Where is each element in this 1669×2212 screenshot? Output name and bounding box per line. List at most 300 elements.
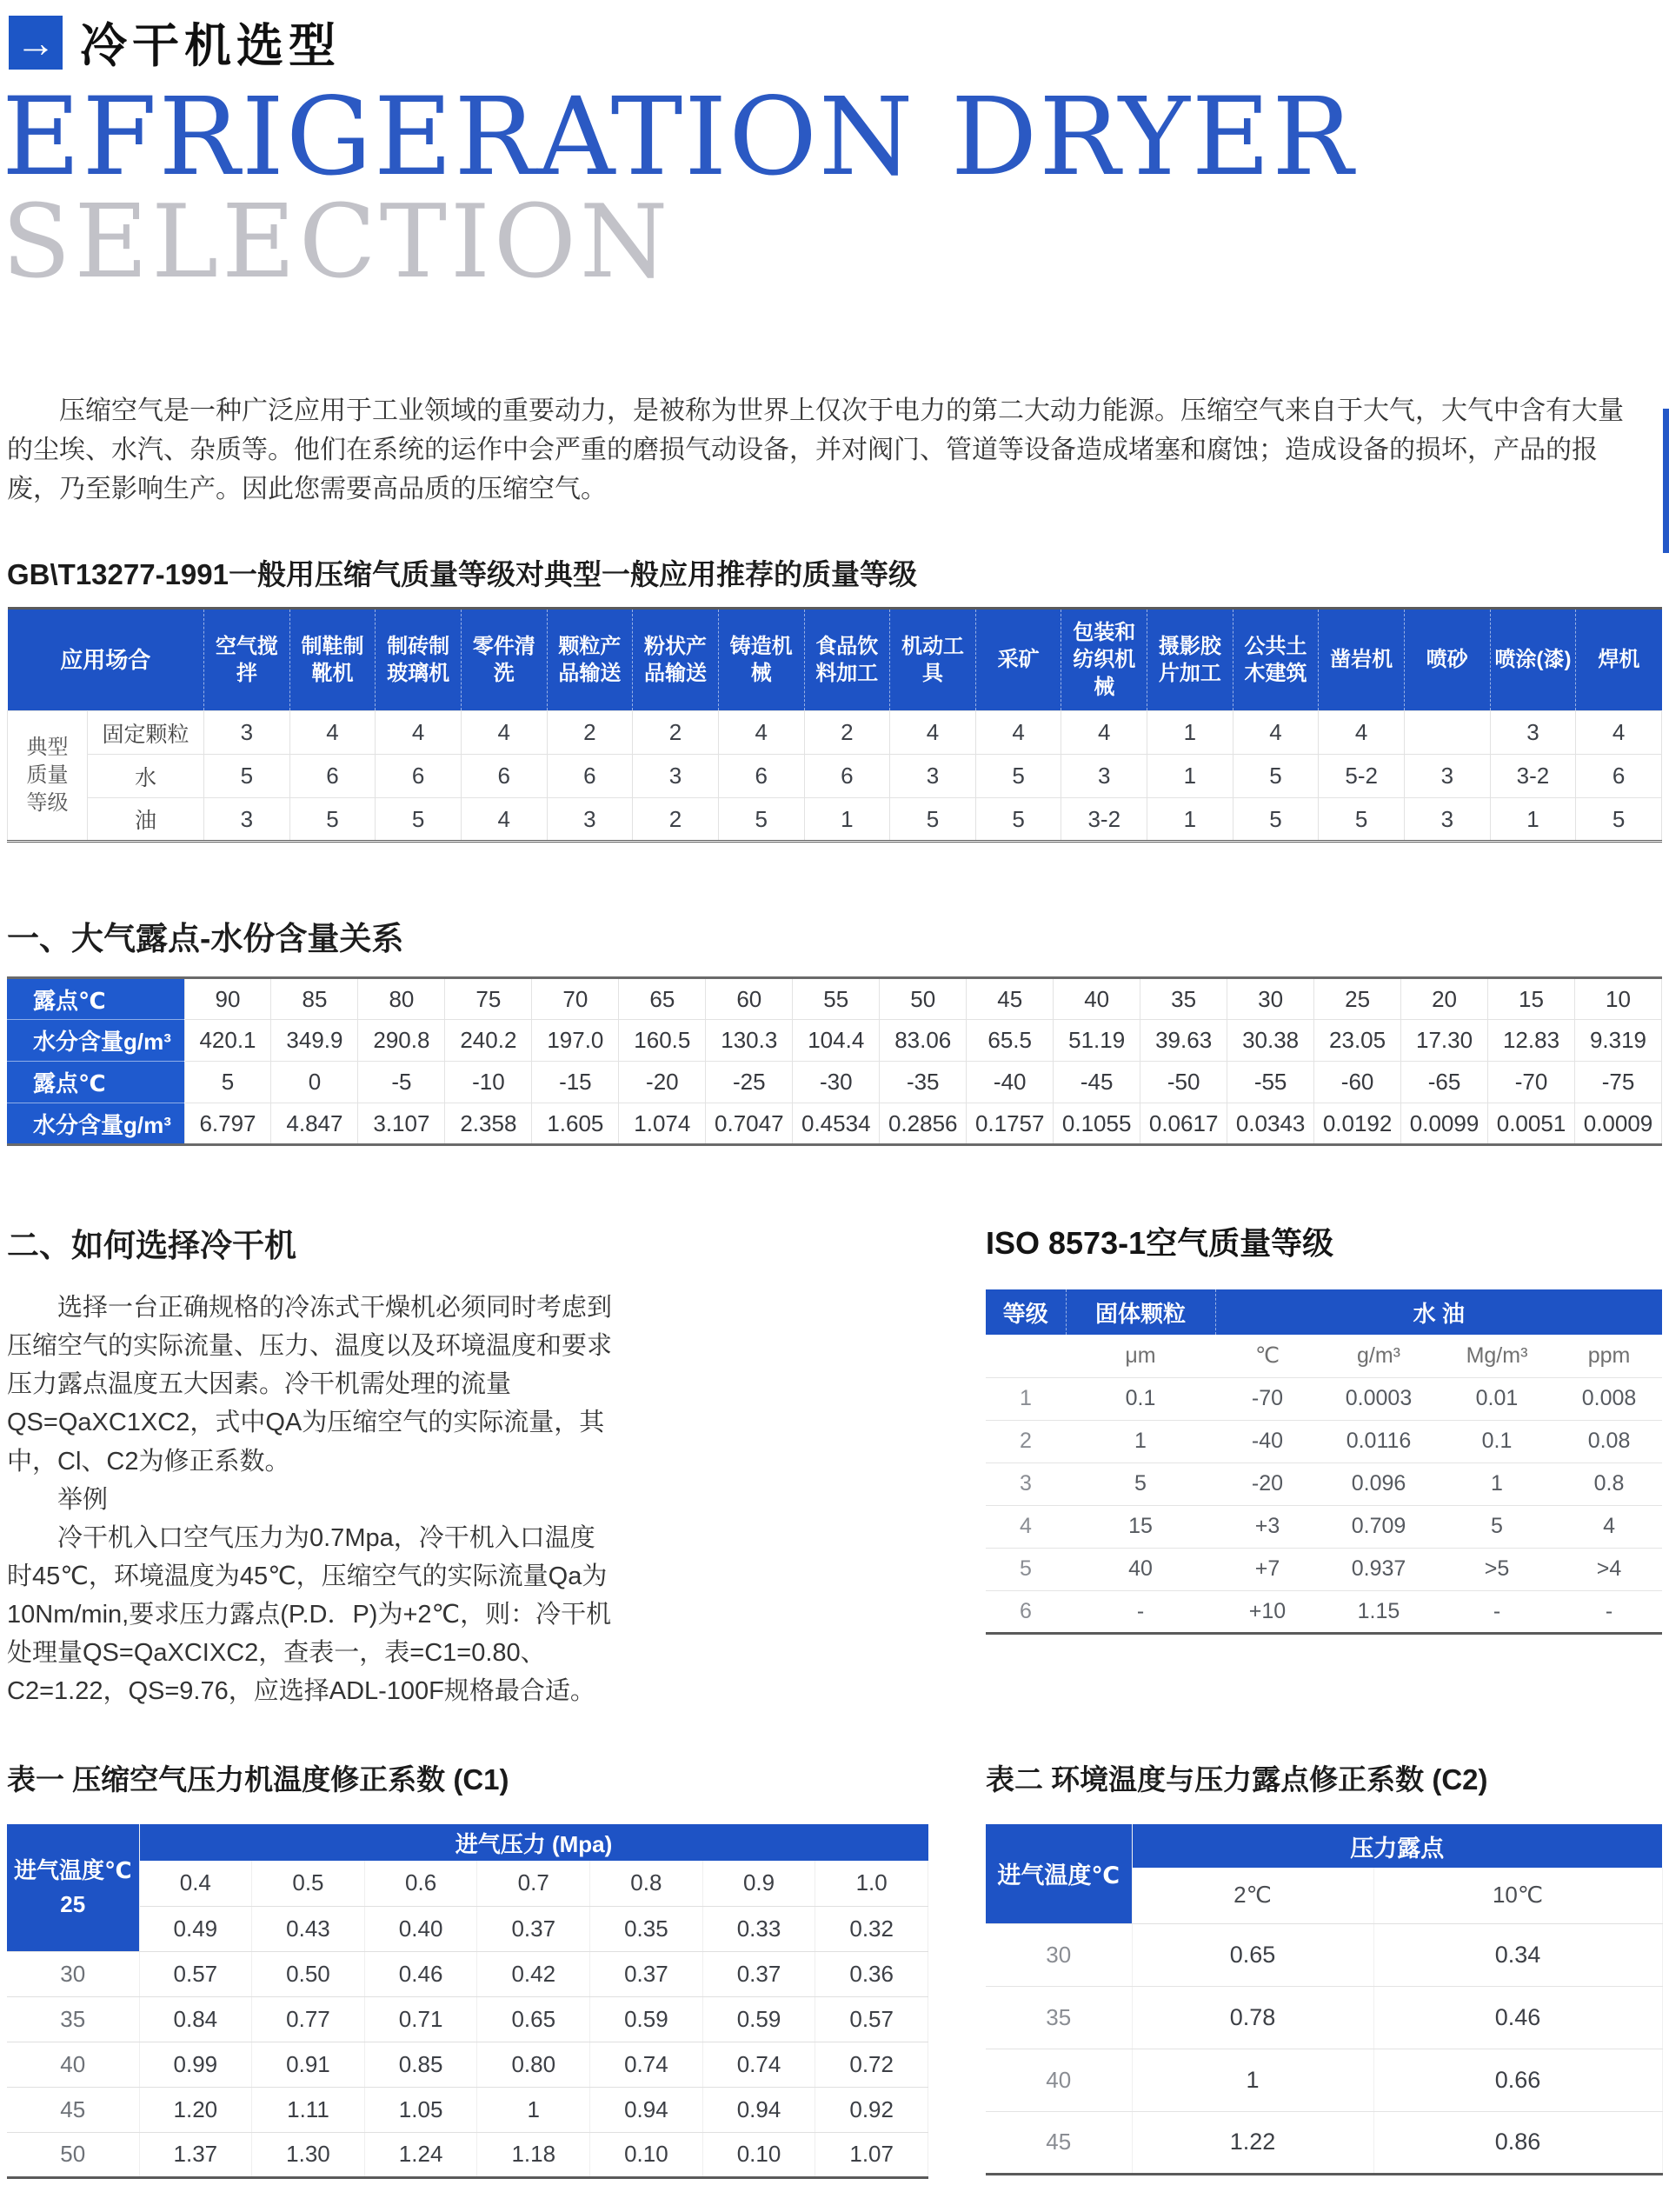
- dew-value-cell: 39.63: [1140, 1020, 1227, 1062]
- iso-value-cell: 40: [1066, 1548, 1215, 1590]
- c2-value-cell: 1: [1132, 2049, 1373, 2111]
- dew-value-cell: -20: [619, 1062, 706, 1103]
- dew-value-cell: 349.9: [271, 1020, 358, 1062]
- gb-value-cell: 3: [1404, 755, 1490, 798]
- gb-value-cell: 6: [376, 755, 462, 798]
- gb-value-cell: 5: [1233, 755, 1319, 798]
- iso-header-row: [986, 1289, 1662, 1335]
- iso-data-row: [986, 1505, 1662, 1548]
- gb-value-cell: 2: [633, 798, 719, 842]
- gb-value-cell: 6: [1576, 755, 1662, 798]
- dew-value-cell: 51.19: [1054, 1020, 1140, 1062]
- gb-column-header: 食品饮料加工: [804, 609, 890, 711]
- c2-data-row: [986, 2111, 1662, 2174]
- iso-unit-cell: Mg/m³: [1438, 1335, 1556, 1377]
- gb-row-label: 油: [88, 798, 204, 842]
- c1-value-cell: 0.91: [252, 2042, 365, 2087]
- iso-value-cell: 1.15: [1320, 1590, 1438, 1633]
- dew-value-cell: -50: [1140, 1062, 1227, 1103]
- c1-value-cell: 1.30: [252, 2132, 365, 2177]
- c1-value-cell: 0.94: [590, 2087, 703, 2132]
- c1-data-row: [7, 2042, 928, 2087]
- dew-value-cell: -65: [1401, 1062, 1488, 1103]
- iso-grade-cell: 6: [986, 1590, 1066, 1633]
- gb-column-header: 制砖制玻璃机: [376, 609, 462, 711]
- how-to-select-column: [7, 1219, 615, 1710]
- dew-value-cell: 104.4: [793, 1020, 880, 1062]
- iso-value-cell: -70: [1215, 1377, 1320, 1420]
- iso-value-cell: 0.08: [1556, 1420, 1662, 1462]
- dew-value-cell: 197.0: [532, 1020, 619, 1062]
- iso-table-title: ISO 8573-1空气质量等级: [986, 1225, 1334, 1262]
- c2-value-cell: 1.22: [1132, 2111, 1373, 2174]
- dew-value-cell: 5: [184, 1062, 271, 1103]
- gb-value-cell: 4: [1233, 711, 1319, 755]
- c1-pressure-header-cell: 0.7: [477, 1861, 590, 1906]
- iso-value-cell: -: [1438, 1590, 1556, 1633]
- dew-value-cell: 420.1: [184, 1020, 271, 1062]
- dew-value-cell: 1.074: [619, 1103, 706, 1145]
- section1-title: 一、大气露点-水份含量关系: [7, 921, 404, 957]
- c1-row-label: 40: [7, 2042, 139, 2087]
- gb-value-cell: 5-2: [1319, 755, 1405, 798]
- dew-data-row: [7, 978, 1662, 1020]
- dew-value-cell: 0.0343: [1227, 1103, 1314, 1145]
- gb-column-header: 空气搅拌: [204, 609, 290, 711]
- iso-grade-cell: 5: [986, 1548, 1066, 1590]
- dew-value-cell: 0.7047: [706, 1103, 793, 1145]
- c2-table-title: 表二 环境温度与压力露点修正系数 (C2): [986, 1763, 1488, 1796]
- c1-value-cell: 0.85: [364, 2042, 477, 2087]
- dew-value-cell: 55: [793, 978, 880, 1020]
- c1-pressure-header-cell: 0.8: [590, 1861, 703, 1906]
- iso-value-cell: -40: [1215, 1420, 1320, 1462]
- gb-column-header: 铸造机械: [718, 609, 804, 711]
- c1-value-cell: 0.77: [252, 1996, 365, 2042]
- dew-value-cell: 240.2: [445, 1020, 532, 1062]
- dew-value-cell: 130.3: [706, 1020, 793, 1062]
- dew-value-cell: -40: [967, 1062, 1054, 1103]
- dew-value-cell: 70: [532, 978, 619, 1020]
- gb-value-cell: 5: [1233, 798, 1319, 842]
- dew-value-cell: -75: [1575, 1062, 1662, 1103]
- dew-value-cell: 30: [1227, 978, 1314, 1020]
- c2-table-body: [986, 1923, 1662, 2174]
- iso-data-row: [986, 1420, 1662, 1462]
- c1-corner-line2: 25: [60, 1890, 86, 1917]
- c1-value-cell: 0.32: [815, 1906, 928, 1951]
- dew-value-cell: 0.1757: [967, 1103, 1054, 1145]
- bottom-two-column-area: [7, 1757, 1662, 2179]
- dew-value-cell: 3.107: [358, 1103, 445, 1145]
- dew-value-cell: 12.83: [1488, 1020, 1575, 1062]
- dew-value-cell: 20: [1401, 978, 1488, 1020]
- c2-data-row: [986, 1923, 1662, 1986]
- dew-value-cell: -45: [1054, 1062, 1140, 1103]
- c1-row-label: 35: [7, 1996, 139, 2042]
- gb-table-title: GB\T13277-1991一般用压缩气质量等级对典型一般应用推荐的质量等级: [7, 558, 917, 591]
- iso-unit-cell: ℃: [1215, 1335, 1320, 1377]
- dew-value-cell: 290.8: [358, 1020, 445, 1062]
- iso-value-cell: 5: [1438, 1505, 1556, 1548]
- c1-pressure-header-cell: 0.6: [364, 1861, 477, 1906]
- iso-value-cell: 0.709: [1320, 1505, 1438, 1548]
- c1-value-cell: 0.42: [477, 1951, 590, 1996]
- gb-column-header: 包装和纺织机械: [1061, 609, 1147, 711]
- c1-value-cell: 1.24: [364, 2132, 477, 2177]
- dew-value-cell: 0.4534: [793, 1103, 880, 1145]
- c1-table-title: 表一 压缩空气压力机温度修正系数 (C1): [7, 1763, 509, 1796]
- iso-value-cell: +10: [1215, 1590, 1320, 1633]
- dew-value-cell: 10: [1575, 978, 1662, 1020]
- c1-value-cell: 0.37: [477, 1906, 590, 1951]
- gb-data-row: [8, 711, 1662, 755]
- gb-row-group-label: 典型质量等级: [8, 711, 88, 842]
- c1-value-cell: 1: [477, 2087, 590, 2132]
- c1-row-label: 50: [7, 2132, 139, 2177]
- c1-data-row: [7, 1996, 928, 2042]
- dew-data-row: [7, 1062, 1662, 1103]
- gb-value-cell: 3: [890, 755, 976, 798]
- how-to-select-text: [7, 1289, 615, 1710]
- iso-grade-cell: 1: [986, 1377, 1066, 1420]
- c2-value-cell: 0.65: [1132, 1923, 1373, 1986]
- iso-grade-cell: 2: [986, 1420, 1066, 1462]
- dew-value-cell: 83.06: [880, 1020, 967, 1062]
- dew-data-row: [7, 1103, 1662, 1145]
- c2-row-label: 30: [986, 1923, 1132, 1986]
- iso-value-cell: 1: [1438, 1462, 1556, 1505]
- gb-value-cell: 3: [633, 755, 719, 798]
- dew-value-cell: 0.1055: [1054, 1103, 1140, 1145]
- gb-value-cell: 6: [547, 755, 633, 798]
- dew-value-cell: 0: [271, 1062, 358, 1103]
- c1-column: [7, 1757, 928, 2179]
- gb-value-cell: 1: [804, 798, 890, 842]
- gb-column-header: 零件清洗: [461, 609, 547, 711]
- dew-value-cell: 17.30: [1401, 1020, 1488, 1062]
- gb-value-cell: 5: [1319, 798, 1405, 842]
- iso-header-water-oil: 水 油: [1215, 1289, 1662, 1335]
- dew-value-cell: -35: [880, 1062, 967, 1103]
- dew-value-cell: 23.05: [1314, 1020, 1401, 1062]
- c1-value-cell: 0.84: [139, 1996, 252, 2042]
- arrow-glyph: →: [16, 19, 56, 65]
- dew-value-cell: 30.38: [1227, 1020, 1314, 1062]
- dew-value-cell: 0.0617: [1140, 1103, 1227, 1145]
- dew-value-cell: 0.0099: [1401, 1103, 1488, 1145]
- iso-unit-blank-cell: [986, 1335, 1066, 1377]
- c1-value-cell: 0.71: [364, 1996, 477, 2042]
- c1-pressure-header-cell: 1.0: [815, 1861, 928, 1906]
- dew-value-cell: -5: [358, 1062, 445, 1103]
- iso-value-cell: 15: [1066, 1505, 1215, 1548]
- gb-value-cell: 4: [289, 711, 376, 755]
- gb-value-cell: 5: [1576, 798, 1662, 842]
- c1-corner-line1: 进气温度℃: [14, 1856, 132, 1883]
- iso-units-row: [986, 1335, 1662, 1377]
- c1-value-cell: 1.18: [477, 2132, 590, 2177]
- dew-value-cell: 15: [1488, 978, 1575, 1020]
- gb-value-cell: 6: [289, 755, 376, 798]
- iso-unit-cell: μm: [1066, 1335, 1215, 1377]
- gb-column-header: 凿岩机: [1319, 609, 1405, 711]
- middle-two-column-area: [7, 1219, 1662, 1710]
- gb-value-cell: 1: [1147, 755, 1233, 798]
- gb-value-cell: 5: [718, 798, 804, 842]
- c2-data-row: [986, 1986, 1662, 2049]
- iso-value-cell: 5: [1066, 1462, 1215, 1505]
- c1-data-row: [7, 2087, 928, 2132]
- gb-column-header: 公共土木建筑: [1233, 609, 1319, 711]
- c1-corner-cell: [7, 1824, 139, 1951]
- dew-value-cell: 0.2856: [880, 1103, 967, 1145]
- gb-table-body: [8, 711, 1662, 842]
- gb-column-header: 焊机: [1576, 609, 1662, 711]
- c1-value-cell: 0.37: [590, 1951, 703, 1996]
- iso-value-cell: 0.0003: [1320, 1377, 1438, 1420]
- dew-value-cell: 50: [880, 978, 967, 1020]
- c2-correction-table: [986, 1824, 1663, 2175]
- gb-value-cell: 3-2: [1061, 798, 1147, 842]
- c1-pressure-header-cell: 0.9: [702, 1861, 815, 1906]
- c1-value-cell: 0.35: [590, 1906, 703, 1951]
- dew-row-label: 露点℃: [7, 978, 184, 1020]
- how-to-paragraph-3: 冷干机入口空气压力为0.7Mpa，冷干机入口温度时45℃，环境温度为45℃，压缩空气的实际流量Qa为10Nm/min,要求压力露点(P.D．P)为+2℃，则：冷干机处理量QS=QaXCIXC2，查表一，表=C1=0.80、C2=1.22，QS=9.76，应选择ADL-100F规格最合适。: [7, 1523, 612, 1705]
- gb-value-cell: 4: [1319, 711, 1405, 755]
- c2-value-cell: 0.78: [1132, 1986, 1373, 2049]
- iso-value-cell: 0.1: [1438, 1420, 1556, 1462]
- gb-column-header: 摄影胶片加工: [1147, 609, 1233, 711]
- dew-value-cell: 75: [445, 978, 532, 1020]
- c1-value-cell: 0.65: [477, 1996, 590, 2042]
- c2-row-label: 40: [986, 2049, 1132, 2111]
- dew-value-cell: 1.605: [532, 1103, 619, 1145]
- title-english-line1: EFRIGERATION DRYER: [2, 75, 1355, 200]
- c1-value-cell: 0.49: [139, 1906, 252, 1951]
- iso-grade-cell: 3: [986, 1462, 1066, 1505]
- iso-value-cell: >4: [1556, 1548, 1662, 1590]
- dew-value-cell: -70: [1488, 1062, 1575, 1103]
- c1-value-cell: 0.74: [702, 2042, 815, 2087]
- c2-value-cell: 0.86: [1373, 2111, 1662, 2174]
- gb-quality-table: [7, 607, 1662, 843]
- dew-value-cell: 65.5: [967, 1020, 1054, 1062]
- c2-column-header-cell: 2℃: [1132, 1868, 1373, 1923]
- c2-corner-cell: 进气温度℃: [986, 1824, 1132, 1923]
- iso-column: [986, 1219, 1662, 1710]
- gb-value-cell: 3: [1404, 798, 1490, 842]
- c1-value-cell: 0.37: [702, 1951, 815, 1996]
- c1-data-row: [7, 2132, 928, 2177]
- gb-value-cell: 3: [204, 798, 290, 842]
- iso-unit-cell: ppm: [1556, 1335, 1662, 1377]
- dew-point-table: [7, 976, 1662, 1146]
- dew-value-cell: -15: [532, 1062, 619, 1103]
- iso-data-row: [986, 1548, 1662, 1590]
- iso-data-row: [986, 1377, 1662, 1420]
- iso-value-cell: +3: [1215, 1505, 1320, 1548]
- iso-header-solid-particles: 固体颗粒: [1066, 1289, 1215, 1335]
- iso-quality-table: [986, 1289, 1662, 1635]
- gb-value-cell: 3: [1061, 755, 1147, 798]
- how-to-paragraph-2: 举例: [57, 1485, 109, 1514]
- c2-group-row: [986, 1824, 1662, 1868]
- gb-value-cell: 3: [1490, 711, 1576, 755]
- c2-value-cell: 0.66: [1373, 2049, 1662, 2111]
- gb-value-cell: 3-2: [1490, 755, 1576, 798]
- dew-value-cell: -55: [1227, 1062, 1314, 1103]
- c2-dewpoint-group-header: 压力露点: [1132, 1824, 1662, 1868]
- c1-value-cell: 0.50: [252, 1951, 365, 1996]
- gb-value-cell: 5: [890, 798, 976, 842]
- c2-column-header-cell: 10℃: [1373, 1868, 1662, 1923]
- gb-value-cell: 2: [633, 711, 719, 755]
- c1-row-label: 45: [7, 2087, 139, 2132]
- gb-data-row: [8, 755, 1662, 798]
- c1-value-cell: 1.05: [364, 2087, 477, 2132]
- c2-value-cell: 0.46: [1373, 1986, 1662, 2049]
- c1-value-cell: 0.33: [702, 1906, 815, 1951]
- gb-value-cell: 4: [1576, 711, 1662, 755]
- gb-value-cell: 1: [1147, 711, 1233, 755]
- dew-value-cell: -60: [1314, 1062, 1401, 1103]
- c1-value-cell: 0.99: [139, 2042, 252, 2087]
- iso-header-grade: 等级: [986, 1289, 1066, 1335]
- c1-value-cell: 0.94: [702, 2087, 815, 2132]
- gb-value-cell: 5: [204, 755, 290, 798]
- c1-pressures-row: [7, 1861, 928, 1906]
- c1-value-cell: 0.80: [477, 2042, 590, 2087]
- c1-value-cell: 1.11: [252, 2087, 365, 2132]
- dew-value-cell: -10: [445, 1062, 532, 1103]
- right-edge-accent-bar: [1663, 409, 1669, 553]
- gb-corner-header: 应用场合: [8, 609, 204, 711]
- gb-value-cell: 2: [547, 711, 633, 755]
- c1-value-cell: 0.10: [590, 2132, 703, 2177]
- gb-column-header: 机动工具: [890, 609, 976, 711]
- dew-table-body: [7, 978, 1662, 1145]
- gb-value-cell: [1404, 711, 1490, 755]
- dew-value-cell: 6.797: [184, 1103, 271, 1145]
- iso-value-cell: 0.01: [1438, 1377, 1556, 1420]
- section2-title: 二、如何选择冷干机: [7, 1228, 296, 1264]
- c2-column: [986, 1757, 1662, 2179]
- c2-row-label: 45: [986, 2111, 1132, 2174]
- c1-value-cell: 0.46: [364, 1951, 477, 1996]
- c1-value-cell: 1.20: [139, 2087, 252, 2132]
- dew-value-cell: 9.319: [1575, 1020, 1662, 1062]
- dew-value-cell: 0.0192: [1314, 1103, 1401, 1145]
- gb-value-cell: 4: [718, 711, 804, 755]
- c1-value-cell: 0.92: [815, 2087, 928, 2132]
- c2-row-label: 35: [986, 1986, 1132, 2049]
- c1-value-cell: 1.37: [139, 2132, 252, 2177]
- arrow-icon: [9, 16, 63, 70]
- dew-value-cell: 0.0051: [1488, 1103, 1575, 1145]
- iso-value-cell: -: [1066, 1590, 1215, 1633]
- dew-value-cell: -25: [706, 1062, 793, 1103]
- dew-value-cell: -30: [793, 1062, 880, 1103]
- gb-row-label: 水: [88, 755, 204, 798]
- gb-value-cell: 1: [1147, 798, 1233, 842]
- iso-value-cell: 0.096: [1320, 1462, 1438, 1505]
- iso-value-cell: 0.1: [1066, 1377, 1215, 1420]
- gb-value-cell: 4: [461, 798, 547, 842]
- c1-correction-table: [7, 1824, 928, 2179]
- iso-value-cell: 0.8: [1556, 1462, 1662, 1505]
- dew-value-cell: 25: [1314, 978, 1401, 1020]
- dew-value-cell: 80: [358, 978, 445, 1020]
- gb-column-header: 粉状产品输送: [633, 609, 719, 711]
- gb-value-cell: 4: [890, 711, 976, 755]
- gb-value-cell: 6: [461, 755, 547, 798]
- iso-value-cell: 0.0116: [1320, 1420, 1438, 1462]
- iso-unit-cell: g/m³: [1320, 1335, 1438, 1377]
- iso-value-cell: 4: [1556, 1505, 1662, 1548]
- gb-value-cell: 4: [975, 711, 1061, 755]
- c1-pressure-header-cell: 0.5: [252, 1861, 365, 1906]
- c1-pressure-header-cell: 0.4: [139, 1861, 252, 1906]
- dew-value-cell: 60: [706, 978, 793, 1020]
- c1-value-cell: 0.74: [590, 2042, 703, 2087]
- gb-value-cell: 4: [1061, 711, 1147, 755]
- dew-value-cell: 4.847: [271, 1103, 358, 1145]
- iso-table-body: [986, 1335, 1662, 1633]
- gb-column-header: 颗粒产品输送: [547, 609, 633, 711]
- c1-value-cell: 0.43: [252, 1906, 365, 1951]
- iso-value-cell: -: [1556, 1590, 1662, 1633]
- dew-row-label: 露点℃: [7, 1062, 184, 1103]
- dew-value-cell: 160.5: [619, 1020, 706, 1062]
- gb-value-cell: 5: [289, 798, 376, 842]
- how-to-paragraph-1: 选择一台正确规格的冷冻式干燥机必须同时考虑到压缩空气的实际流量、压力、温度以及环境温度和要求压力露点温度五大因素。冷干机需处理的流量QS=QaXC1XC2，式中QA为压缩空气的实际流量，其中，Cl、C2为修正系数。: [7, 1294, 613, 1476]
- dew-value-cell: 2.358: [445, 1103, 532, 1145]
- iso-value-cell: 0.937: [1320, 1548, 1438, 1590]
- dew-row-label: 水分含量g/m³: [7, 1020, 184, 1062]
- c1-data-row: [7, 1951, 928, 1996]
- c2-value-cell: 0.34: [1373, 1923, 1662, 1986]
- iso-grade-cell: 4: [986, 1505, 1066, 1548]
- c2-data-row: [986, 2049, 1662, 2111]
- iso-value-cell: >5: [1438, 1548, 1556, 1590]
- c1-row-25-values: [7, 1906, 928, 1951]
- dew-row-label: 水分含量g/m³: [7, 1103, 184, 1145]
- c1-group-row: [7, 1824, 928, 1861]
- gb-value-cell: 1: [1490, 798, 1576, 842]
- dew-value-cell: 40: [1054, 978, 1140, 1020]
- gb-value-cell: 6: [804, 755, 890, 798]
- c1-value-cell: 0.40: [364, 1906, 477, 1951]
- c1-value-cell: 0.36: [815, 1951, 928, 1996]
- gb-data-row: [8, 798, 1662, 842]
- iso-value-cell: 1: [1066, 1420, 1215, 1462]
- dew-value-cell: 0.0009: [1575, 1103, 1662, 1145]
- gb-value-cell: 6: [718, 755, 804, 798]
- iso-data-row: [986, 1590, 1662, 1633]
- gb-value-cell: 5: [376, 798, 462, 842]
- gb-column-header: 采矿: [975, 609, 1061, 711]
- header: [7, 9, 1662, 76]
- dew-data-row: [7, 1020, 1662, 1062]
- dew-value-cell: 35: [1140, 978, 1227, 1020]
- dew-value-cell: 65: [619, 978, 706, 1020]
- dew-value-cell: 90: [184, 978, 271, 1020]
- dew-value-cell: 85: [271, 978, 358, 1020]
- gb-row-label: 固定颗粒: [88, 711, 204, 755]
- c1-value-cell: 0.57: [139, 1951, 252, 1996]
- c1-pressure-group-header: 进气压力 (Mpa): [139, 1824, 928, 1861]
